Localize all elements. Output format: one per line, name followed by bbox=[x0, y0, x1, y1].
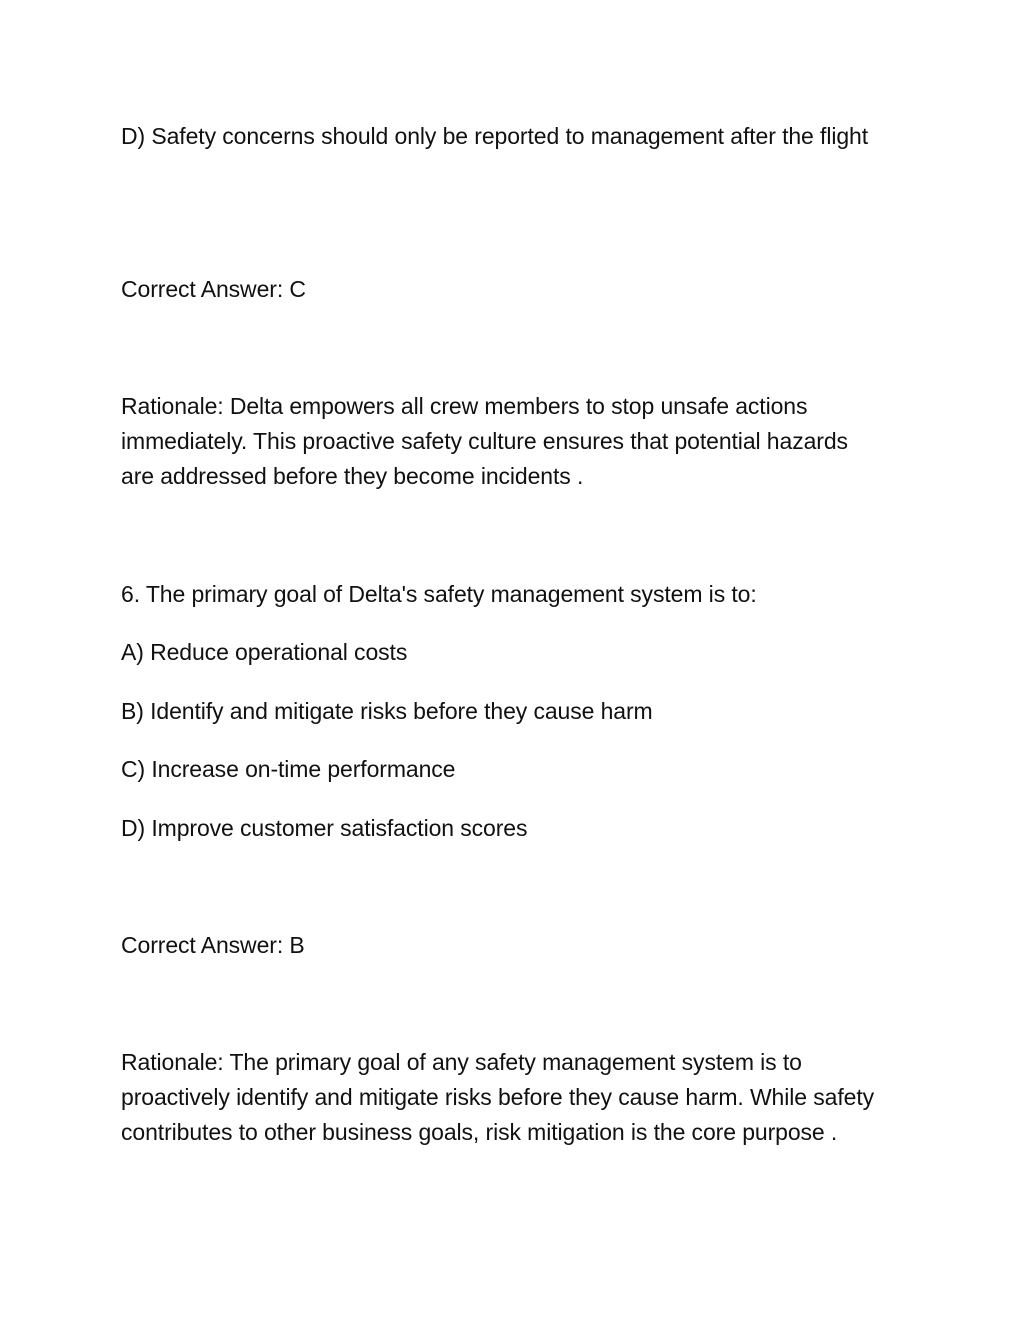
question-6-option-b: B) Identify and mitigate risks before they cause harm bbox=[121, 698, 653, 724]
correct-answer-question-6: Correct Answer: B bbox=[121, 932, 305, 958]
rationale-question-6: Rationale: The primary goal of any safety management system is to proactively identify and mitigate risks before they cause harm. While safety contributes to other business goals, risk mitigation is the core purpose . bbox=[121, 1049, 875, 1145]
option-d-previous: D) Safety concerns should only be reported to management after the flight bbox=[121, 123, 869, 149]
question-6-option-d: D) Improve customer satisfaction scores bbox=[121, 815, 528, 841]
correct-answer-previous: Correct Answer: C bbox=[121, 276, 306, 302]
question-6-option-c: C) Increase on-time performance bbox=[121, 756, 456, 782]
rationale-previous: Rationale: Delta empowers all crew members to stop unsafe actions immediately. This proactive safety culture ensures that potential hazards are addressed before they become incidents . bbox=[121, 393, 848, 489]
question-6-prompt: 6. The primary goal of Delta's safety management system is to: bbox=[121, 581, 757, 607]
question-6-option-a: A) Reduce operational costs bbox=[121, 639, 408, 665]
